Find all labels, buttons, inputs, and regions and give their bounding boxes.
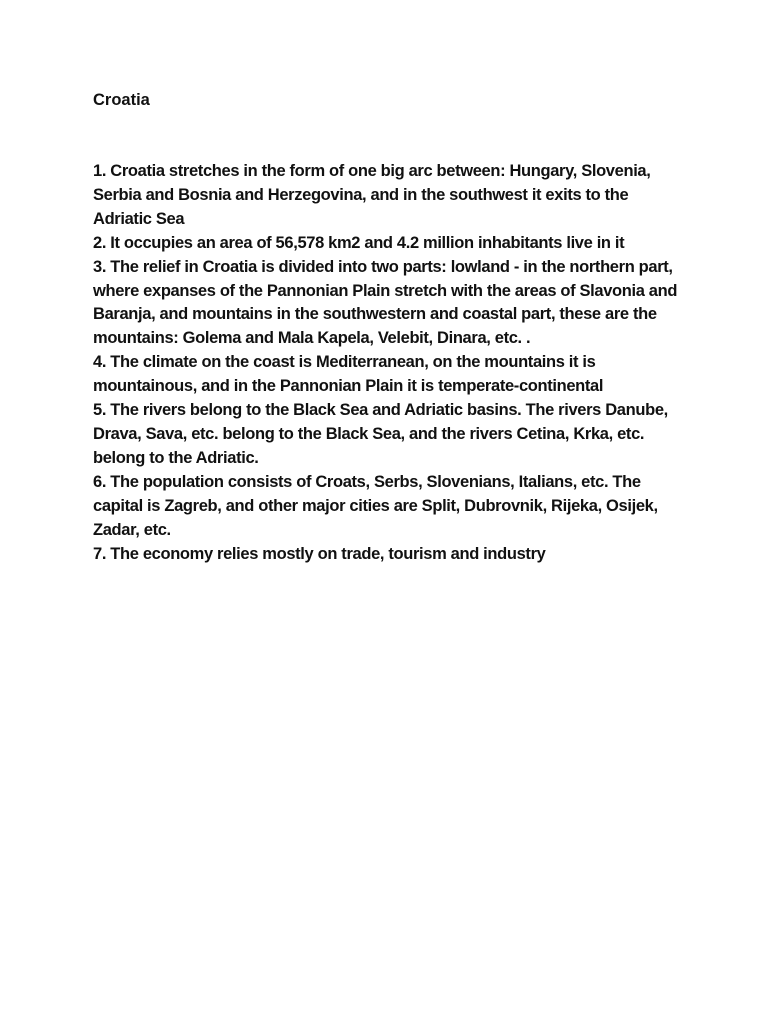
paragraph: 6. The population consists of Croats, Serbs, Slovenians, Italians, etc. The capital is Zagreb, and other major cities are Split, Dubrovnik, Rijeka, Osijek, Zadar, etc. xyxy=(93,472,658,539)
paragraph: 4. The climate on the coast is Mediterranean, on the mountains it is mountainous, and in the Pannonian Plain it is temperate-continental xyxy=(93,353,604,396)
paragraph: 5. The rivers belong to the Black Sea and Adriatic basins. The rivers Danube, Drava, Sava, etc. belong to the Black Sea, and the rivers Cetina, Krka, etc. belong to the Adriatic. xyxy=(93,401,668,467)
document-title: Croatia xyxy=(93,91,150,109)
paragraph: 3. The relief in Croatia is divided into two parts: lowland - in the northern part, where expanses of the Pannonian Plain stretch with the areas of Slavonia and Baranja, and mountains in the southwestern and coastal part, these are the mountains: Golema and Mala Kapela, Velebit, Dinara, etc. . xyxy=(93,257,678,348)
paragraph: 2. It occupies an area of 56,578 km2 and 4.2 million inhabitants live in it xyxy=(93,233,625,252)
paragraph-list xyxy=(93,160,683,566)
paragraph: 7. The economy relies mostly on trade, tourism and industry xyxy=(93,544,546,563)
paragraph: 1. Croatia stretches in the form of one big arc between: Hungary, Slovenia, Serbia and Bosnia and Herzegovina, and in the southwest it exits to the Adriatic Sea xyxy=(93,162,651,228)
